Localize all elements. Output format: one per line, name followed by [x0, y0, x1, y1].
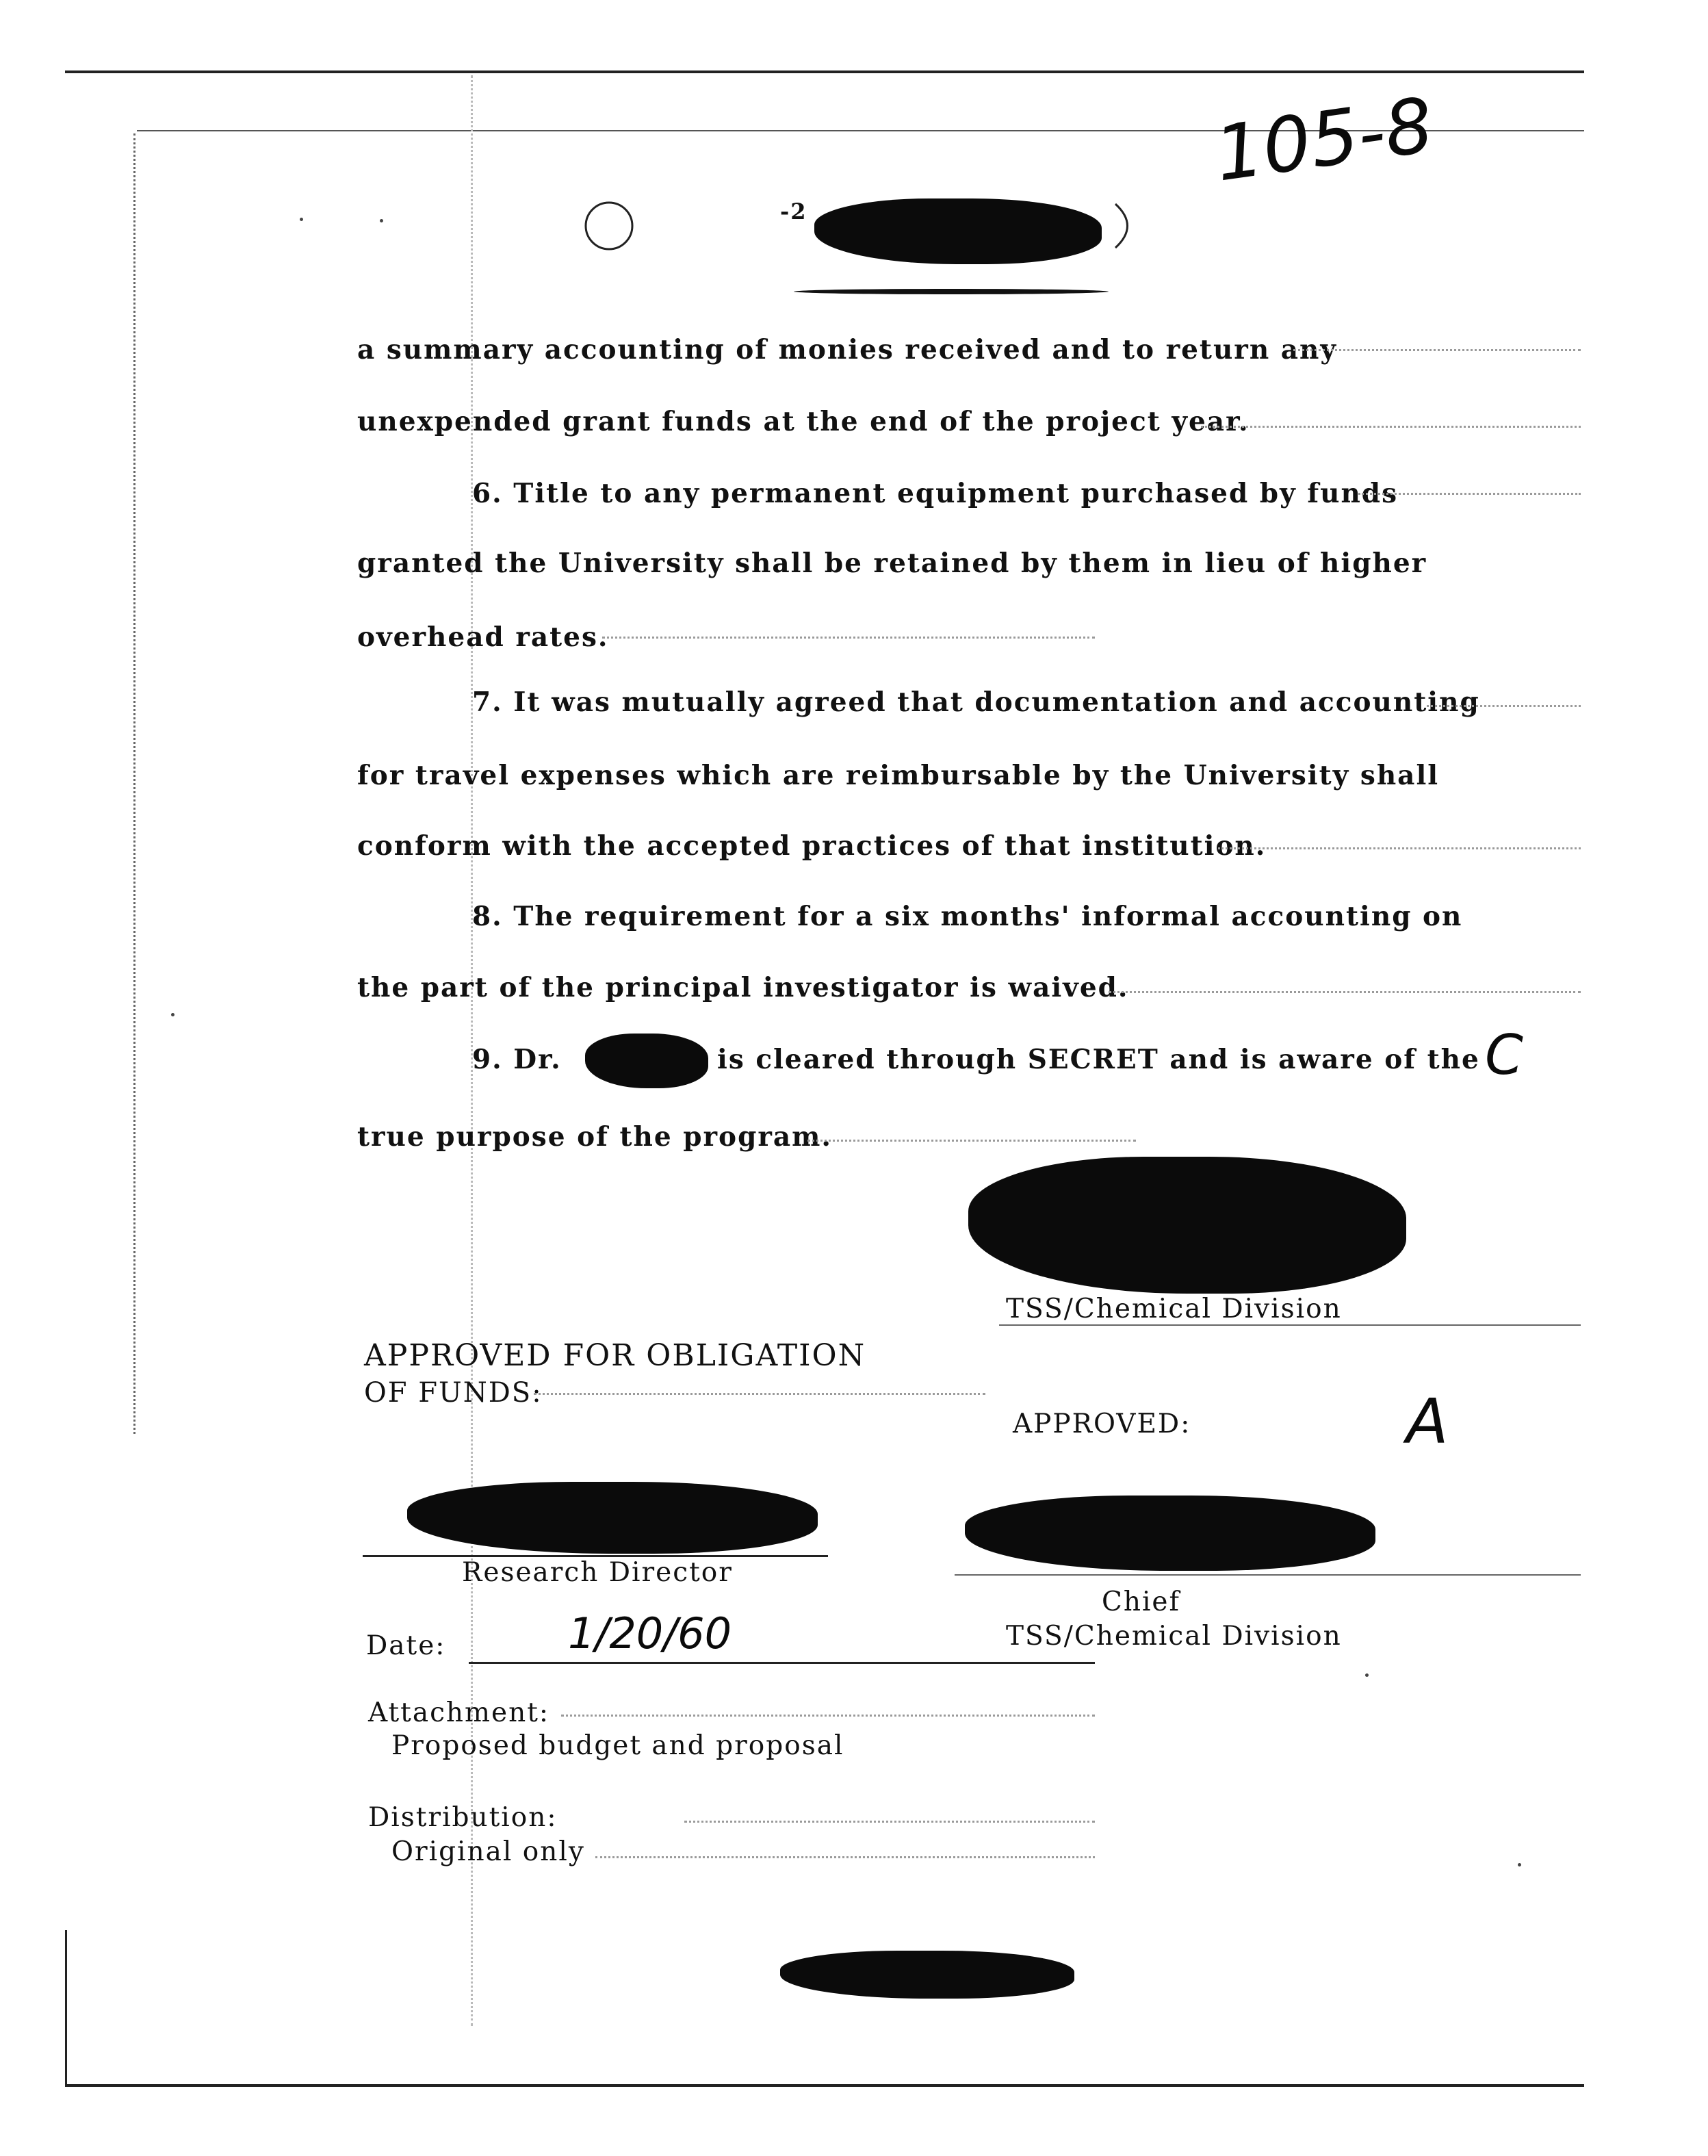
approved-for-obligation-label: APPROVED FOR OBLIGATION [364, 1338, 866, 1373]
leader-dots [534, 1393, 985, 1395]
leader-dots [561, 1715, 1095, 1717]
chief-signature-line [955, 1574, 1581, 1576]
left-border-line [65, 1930, 67, 2086]
chief-division: TSS/Chemical Division [1006, 1621, 1342, 1652]
scan-speck [380, 219, 383, 222]
scan-speck [1365, 1673, 1369, 1677]
paragraph-6-line-2: granted the University shall be retained by them in lieu of higher [357, 548, 1427, 579]
leader-dots [1358, 493, 1581, 495]
left-margin-dots [133, 133, 135, 1434]
leader-dots [807, 1140, 1136, 1142]
investigator-name-redaction [585, 1034, 708, 1088]
leader-dots [1427, 705, 1581, 707]
chief-title: Chief [1102, 1587, 1180, 1617]
leader-dots [1218, 847, 1581, 849]
bottom-border-line [65, 2084, 1584, 2087]
paragraph-9-line-1: is cleared through SECRET and is aware of the [717, 1044, 1480, 1075]
handwritten-date: 1/20/60 [568, 1608, 732, 1658]
attachment-value: Proposed budget and proposal [391, 1730, 844, 1761]
leader-dots [1201, 426, 1581, 428]
paragraph-7-line-2: for travel expenses which are reimbursable by the University shall [357, 760, 1440, 791]
division-underline [999, 1324, 1581, 1326]
research-director-title: Research Director [462, 1557, 733, 1588]
leader-dots [684, 1821, 1095, 1823]
handwritten-margin-mark: C [1485, 1023, 1523, 1087]
top-border-line [65, 70, 1584, 73]
paragraph-8-line-1: 8. The requirement for a six months' informal accounting on [472, 901, 1463, 932]
paragraph-5-line-1: a summary accounting of monies received and to return any [357, 334, 1338, 365]
attachment-label: Attachment: [368, 1697, 550, 1728]
paragraph-8-line-2: the part of the principal investigator is waived. [357, 972, 1129, 1003]
handwritten-document-number: 105-8 [1209, 81, 1438, 198]
leader-dots [602, 637, 1095, 639]
paragraph-6-line-3: overhead rates. [357, 621, 609, 653]
distribution-label: Distribution: [368, 1802, 558, 1833]
signer-name-redaction [968, 1157, 1406, 1294]
handwritten-approval-initial: A [1406, 1386, 1449, 1458]
header-classification-redaction [814, 198, 1102, 264]
distribution-value: Original only [391, 1836, 585, 1867]
approved-label: APPROVED: [1013, 1409, 1191, 1439]
scan-speck [171, 1013, 174, 1016]
leader-dots [1109, 991, 1581, 993]
leader-dots [1293, 349, 1581, 351]
header-underline [794, 289, 1109, 294]
chief-signature-redaction [965, 1496, 1375, 1571]
paragraph-7-line-3: conform with the accepted practices of that institution. [357, 830, 1267, 862]
scan-speck [1518, 1863, 1521, 1866]
paragraph-5-line-2: unexpended grant funds at the end of the project year. [357, 406, 1250, 437]
scan-speck [300, 218, 303, 221]
paragraph-6-line-1: 6. Title to any permanent equipment purchased by funds [472, 478, 1399, 509]
punch-hole-right-icon [1109, 198, 1150, 253]
date-underline [469, 1662, 1095, 1664]
date-label: Date: [366, 1630, 446, 1661]
paragraph-9-prefix: 9. Dr. [472, 1044, 562, 1075]
page-number-marker: -2 [780, 198, 807, 224]
leader-dots [595, 1856, 1095, 1858]
paragraph-9-line-2: true purpose of the program. [357, 1121, 832, 1153]
division-signature-label: TSS/Chemical Division [1006, 1294, 1342, 1324]
paragraph-7-line-1: 7. It was mutually agreed that documentation and accounting [472, 686, 1480, 718]
punch-hole-icon [582, 198, 636, 253]
research-director-signature-redaction [407, 1482, 818, 1554]
of-funds-label: OF FUNDS: [364, 1377, 543, 1409]
footer-classification-redaction [780, 1951, 1074, 1999]
